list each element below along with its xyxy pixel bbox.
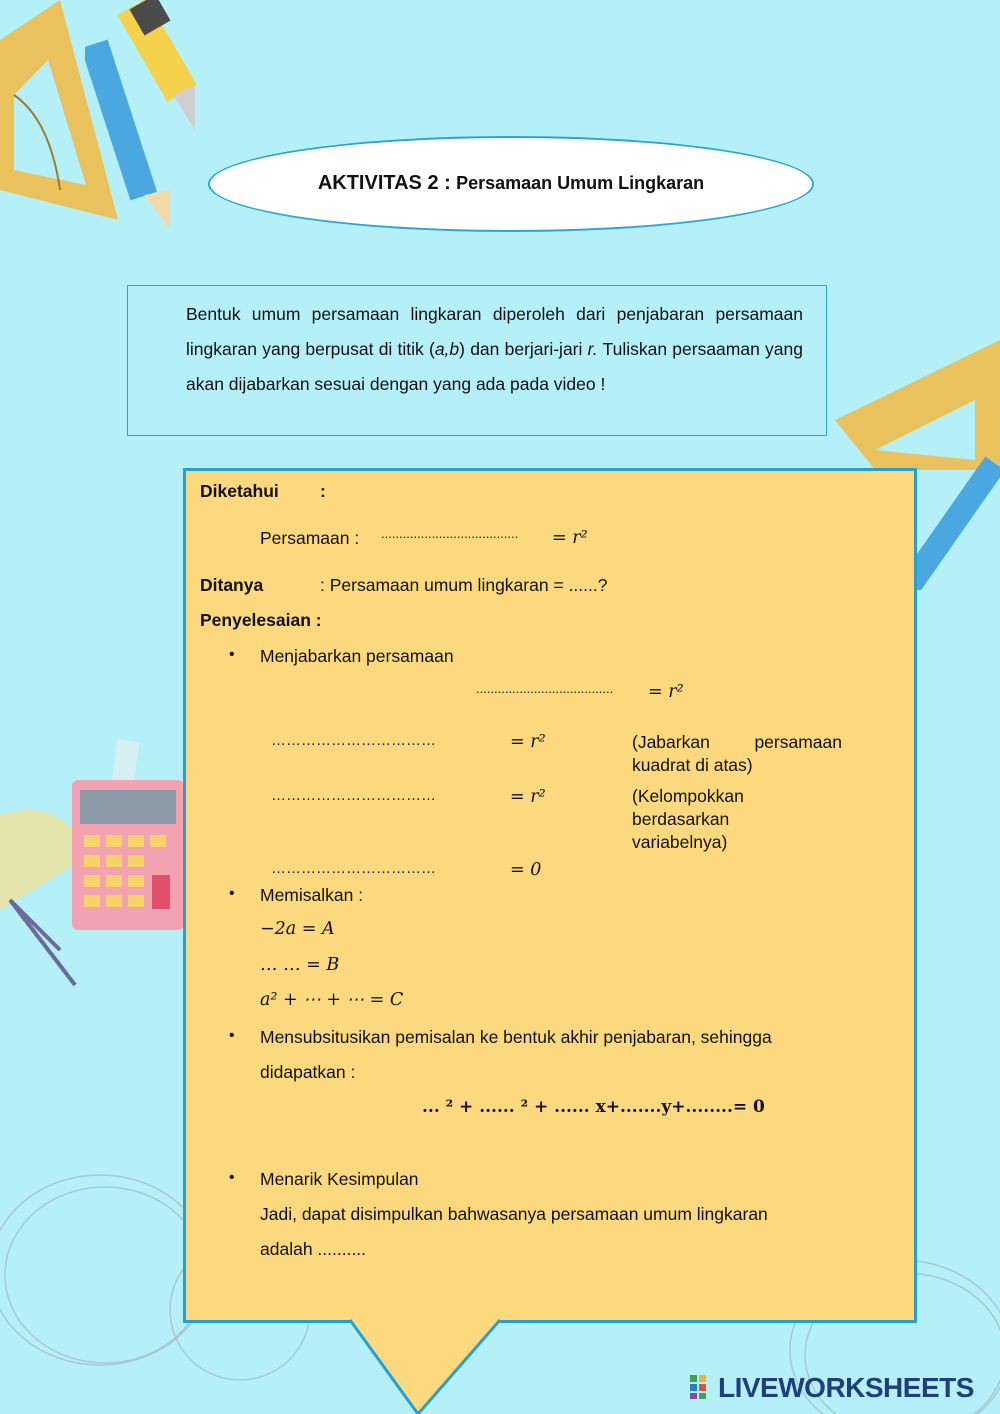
liveworksheets-logo-icon — [690, 1375, 716, 1399]
equation-blank[interactable]: ...................................... — [381, 526, 519, 541]
substitution-b: … … = B — [260, 955, 340, 975]
step3-continuation: didapatkan : — [260, 1062, 356, 1082]
intro-part1: Bentuk umum persamaan lingkaran diperoleh dari penjabaran persamaan lingkaran yang berpusat di titik ( — [186, 304, 803, 359]
bullet-icon: • — [229, 646, 235, 663]
intro-part2: ) dan berjari-jari — [459, 339, 588, 359]
asked-text: : Persamaan umum lingkaran = ......? — [320, 575, 608, 595]
expand-row-rhs: = r² — [510, 787, 546, 807]
expand-row-rhs: = 0 — [510, 860, 542, 880]
step3-title: Mensubsitusikan pemisalan ke bentuk akhir penjabaran, sehingga — [260, 1027, 772, 1047]
intro-var-r: r. — [587, 339, 598, 359]
intro-part3: Tuliskan persaaman yang akan dijabarkan sesuai dengan yang ada pada video ! — [186, 339, 803, 394]
intro-var-ab: a,b — [434, 339, 460, 359]
solution-label: Penyelesaian : — [200, 610, 322, 630]
pencil-illustration-top — [85, 0, 200, 235]
substitution-c: a² + ⋯ + ⋯ = C — [260, 990, 404, 1010]
bullet-icon: • — [229, 1169, 235, 1186]
known-label: Diketahui — [200, 481, 279, 501]
bullet-icon: • — [229, 1027, 235, 1044]
asked-label: Ditanya — [200, 575, 264, 595]
step1-title: Menjabarkan persamaan — [260, 646, 454, 666]
known-colon: : — [320, 481, 326, 501]
liveworksheets-watermark — [690, 1372, 974, 1404]
page-title — [208, 172, 814, 195]
expand-row-note: (Kelompokkan berdasarkan variabelnya) — [632, 786, 744, 852]
equation-label: Persamaan : — [260, 528, 360, 548]
bullet-icon: • — [229, 885, 235, 902]
title-sub: Persamaan Umum Lingkaran — [456, 173, 705, 193]
expand-row-blank[interactable]: …………………………… — [271, 860, 436, 877]
step2-title: Memisalkan : — [260, 885, 364, 905]
step1-eq-rhs: = r² — [648, 682, 684, 702]
expand-row-rhs: = r² — [510, 732, 546, 752]
card-pointer-tail — [350, 1318, 500, 1414]
final-equation[interactable]: ... ² + ...... ² + ...... x+.......y+........= 0 — [422, 1097, 765, 1117]
conclusion-line-1: Jadi, dapat disimpulkan bahwasanya persamaan umum lingkaran — [260, 1204, 768, 1224]
substitution-a: −2a = A — [260, 919, 335, 939]
step4-title: Menarik Kesimpulan — [260, 1169, 419, 1189]
watermark-text: LIVEWORKSHEETS — [718, 1372, 974, 1403]
expand-row-note: (Jabarkan persamaan kuadrat di atas) — [632, 732, 842, 775]
calculator-illustration — [0, 735, 190, 995]
title-main: AKTIVITAS 2 : — [317, 172, 451, 194]
intro-text — [186, 297, 803, 402]
step1-eq-blank[interactable]: ...................................... — [476, 681, 614, 696]
conclusion-line-2[interactable]: adalah .......... — [260, 1239, 367, 1259]
equation-rhs: = r² — [552, 528, 588, 548]
expand-row-blank[interactable]: …………………………… — [271, 787, 436, 804]
expand-row-blank[interactable]: …………………………… — [271, 732, 436, 749]
